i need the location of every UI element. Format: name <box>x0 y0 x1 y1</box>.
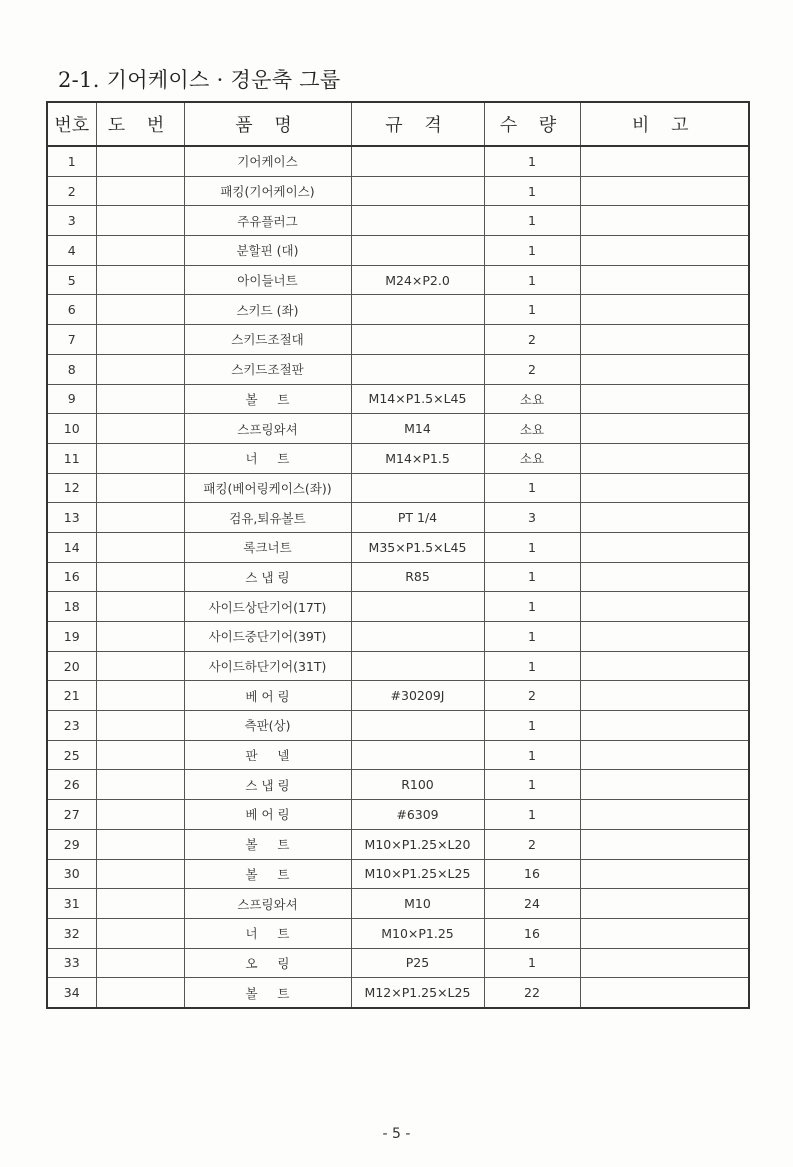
cell-part-name: 사이드상단기어(17T) <box>184 592 351 622</box>
cell-remarks <box>580 859 749 889</box>
cell-part-name: 주유플러그 <box>184 206 351 236</box>
table-row <box>47 770 749 800</box>
cell-spec: M12×P1.25×L25 <box>351 978 484 1008</box>
cell-qty: 1 <box>484 206 580 236</box>
cell-qty: 1 <box>484 295 580 325</box>
cell-no: 30 <box>47 859 96 889</box>
cell-qty: 22 <box>484 978 580 1008</box>
cell-spec: M35×P1.5×L45 <box>351 532 484 562</box>
table-row <box>47 651 749 681</box>
cell-no: 2 <box>47 176 96 206</box>
cell-spec <box>351 651 484 681</box>
cell-part-name: 스키드 (좌) <box>184 295 351 325</box>
table-row <box>47 384 749 414</box>
cell-part-name: 록크너트 <box>184 532 351 562</box>
cell-drawing-no <box>96 325 184 355</box>
cell-qty: 1 <box>484 770 580 800</box>
cell-no: 1 <box>47 146 96 176</box>
cell-part-name: 분할핀 (대) <box>184 236 351 266</box>
cell-part-name: 베 어 링 <box>184 681 351 711</box>
cell-part-name: 볼 트 <box>184 384 351 414</box>
cell-remarks <box>580 651 749 681</box>
cell-qty: 3 <box>484 503 580 533</box>
cell-qty: 1 <box>484 740 580 770</box>
table-row <box>47 354 749 384</box>
cell-remarks <box>580 711 749 741</box>
cell-remarks <box>580 503 749 533</box>
cell-remarks <box>580 829 749 859</box>
cell-no: 32 <box>47 918 96 948</box>
cell-qty: 2 <box>484 325 580 355</box>
cell-spec <box>351 592 484 622</box>
cell-drawing-no <box>96 146 184 176</box>
cell-remarks <box>580 918 749 948</box>
cell-part-name: 너 트 <box>184 918 351 948</box>
cell-drawing-no <box>96 384 184 414</box>
cell-no: 5 <box>47 265 96 295</box>
cell-spec <box>351 176 484 206</box>
cell-no: 18 <box>47 592 96 622</box>
cell-qty: 2 <box>484 354 580 384</box>
table-row <box>47 711 749 741</box>
cell-spec <box>351 354 484 384</box>
cell-spec: M10×P1.25×L25 <box>351 859 484 889</box>
table-row <box>47 622 749 652</box>
cell-drawing-no <box>96 889 184 919</box>
cell-drawing-no <box>96 918 184 948</box>
cell-remarks <box>580 146 749 176</box>
cell-qty: 1 <box>484 711 580 741</box>
cell-qty: 1 <box>484 473 580 503</box>
cell-spec <box>351 146 484 176</box>
cell-spec: M14×P1.5 <box>351 443 484 473</box>
cell-part-name: 베 어 링 <box>184 800 351 830</box>
cell-part-name: 스 냅 링 <box>184 770 351 800</box>
table-row <box>47 740 749 770</box>
cell-no: 11 <box>47 443 96 473</box>
table-row <box>47 443 749 473</box>
cell-no: 33 <box>47 948 96 978</box>
cell-remarks <box>580 562 749 592</box>
cell-drawing-no <box>96 681 184 711</box>
cell-spec: M24×P2.0 <box>351 265 484 295</box>
cell-drawing-no <box>96 265 184 295</box>
cell-spec: R85 <box>351 562 484 592</box>
cell-no: 7 <box>47 325 96 355</box>
section-title: 2-1. 기어케이스 · 경운축 그룹 <box>58 68 341 92</box>
cell-no: 3 <box>47 206 96 236</box>
cell-drawing-no <box>96 770 184 800</box>
cell-remarks <box>580 206 749 236</box>
cell-drawing-no <box>96 562 184 592</box>
cell-part-name: 패킹(기어케이스) <box>184 176 351 206</box>
cell-no: 29 <box>47 829 96 859</box>
table-row <box>47 532 749 562</box>
cell-remarks <box>580 770 749 800</box>
cell-spec <box>351 622 484 652</box>
table-row <box>47 592 749 622</box>
cell-spec: M10 <box>351 889 484 919</box>
cell-no: 27 <box>47 800 96 830</box>
cell-part-name: 기어케이스 <box>184 146 351 176</box>
cell-part-name: 사이드중단기어(39T) <box>184 622 351 652</box>
cell-part-name: 사이드하단기어(31T) <box>184 651 351 681</box>
table-row <box>47 414 749 444</box>
cell-spec: R100 <box>351 770 484 800</box>
header-no: 번호 <box>47 102 96 146</box>
cell-qty: 1 <box>484 800 580 830</box>
cell-remarks <box>580 740 749 770</box>
cell-part-name: 오 링 <box>184 948 351 978</box>
cell-remarks <box>580 265 749 295</box>
cell-drawing-no <box>96 503 184 533</box>
cell-drawing-no <box>96 206 184 236</box>
cell-no: 16 <box>47 562 96 592</box>
cell-drawing-no <box>96 236 184 266</box>
cell-spec <box>351 711 484 741</box>
cell-drawing-no <box>96 473 184 503</box>
cell-drawing-no <box>96 414 184 444</box>
cell-qty: 1 <box>484 651 580 681</box>
table-row <box>47 325 749 355</box>
table-row <box>47 295 749 325</box>
cell-spec <box>351 740 484 770</box>
cell-remarks <box>580 622 749 652</box>
cell-remarks <box>580 236 749 266</box>
cell-remarks <box>580 800 749 830</box>
cell-qty: 1 <box>484 592 580 622</box>
cell-spec <box>351 473 484 503</box>
cell-part-name: 스키드조절대 <box>184 325 351 355</box>
header-spec: 규 격 <box>351 102 484 146</box>
header-remarks: 비 고 <box>580 102 749 146</box>
header-qty: 수 량 <box>484 102 580 146</box>
cell-part-name: 스 냅 링 <box>184 562 351 592</box>
cell-qty: 1 <box>484 532 580 562</box>
cell-no: 31 <box>47 889 96 919</box>
cell-no: 6 <box>47 295 96 325</box>
cell-spec: PT 1/4 <box>351 503 484 533</box>
cell-part-name: 판 넬 <box>184 740 351 770</box>
cell-spec <box>351 236 484 266</box>
cell-no: 25 <box>47 740 96 770</box>
cell-spec: #30209J <box>351 681 484 711</box>
cell-no: 10 <box>47 414 96 444</box>
cell-drawing-no <box>96 711 184 741</box>
cell-no: 26 <box>47 770 96 800</box>
cell-drawing-no <box>96 295 184 325</box>
cell-qty: 16 <box>484 859 580 889</box>
cell-remarks <box>580 295 749 325</box>
cell-qty: 16 <box>484 918 580 948</box>
cell-part-name: 스프링와셔 <box>184 889 351 919</box>
cell-qty: 1 <box>484 236 580 266</box>
parts-table-body <box>47 146 749 1008</box>
cell-spec: #6309 <box>351 800 484 830</box>
cell-remarks <box>580 592 749 622</box>
page-number: - 5 - <box>382 1126 411 1142</box>
cell-spec <box>351 295 484 325</box>
cell-drawing-no <box>96 740 184 770</box>
cell-spec: M10×P1.25 <box>351 918 484 948</box>
cell-qty: 소요 <box>484 443 580 473</box>
cell-no: 23 <box>47 711 96 741</box>
cell-part-name: 검유,퇴유볼트 <box>184 503 351 533</box>
table-row <box>47 918 749 948</box>
cell-part-name: 측판(상) <box>184 711 351 741</box>
cell-remarks <box>580 978 749 1008</box>
parts-table <box>46 101 750 1009</box>
cell-no: 21 <box>47 681 96 711</box>
table-row <box>47 265 749 295</box>
cell-remarks <box>580 443 749 473</box>
cell-drawing-no <box>96 176 184 206</box>
header-drawing-no: 도 번 <box>96 102 184 146</box>
cell-drawing-no <box>96 651 184 681</box>
cell-no: 34 <box>47 978 96 1008</box>
cell-spec <box>351 325 484 355</box>
cell-part-name: 패킹(베어링케이스(좌)) <box>184 473 351 503</box>
cell-drawing-no <box>96 443 184 473</box>
table-row <box>47 681 749 711</box>
cell-part-name: 너 트 <box>184 443 351 473</box>
cell-remarks <box>580 948 749 978</box>
cell-remarks <box>580 325 749 355</box>
cell-part-name: 아이들너트 <box>184 265 351 295</box>
cell-qty: 24 <box>484 889 580 919</box>
table-row <box>47 948 749 978</box>
table-row <box>47 236 749 266</box>
cell-drawing-no <box>96 800 184 830</box>
cell-qty: 2 <box>484 681 580 711</box>
cell-remarks <box>580 681 749 711</box>
cell-part-name: 볼 트 <box>184 859 351 889</box>
cell-no: 13 <box>47 503 96 533</box>
cell-no: 9 <box>47 384 96 414</box>
cell-remarks <box>580 889 749 919</box>
cell-part-name: 스키드조절판 <box>184 354 351 384</box>
cell-qty: 2 <box>484 829 580 859</box>
cell-spec: M14×P1.5×L45 <box>351 384 484 414</box>
table-header-row <box>47 102 749 146</box>
table-row <box>47 800 749 830</box>
table-row <box>47 978 749 1008</box>
cell-drawing-no <box>96 859 184 889</box>
cell-qty: 1 <box>484 622 580 652</box>
cell-remarks <box>580 414 749 444</box>
cell-remarks <box>580 176 749 206</box>
cell-no: 19 <box>47 622 96 652</box>
cell-part-name: 볼 트 <box>184 978 351 1008</box>
table-row <box>47 176 749 206</box>
cell-part-name: 스프링와셔 <box>184 414 351 444</box>
cell-no: 20 <box>47 651 96 681</box>
table-row <box>47 146 749 176</box>
cell-no: 12 <box>47 473 96 503</box>
cell-remarks <box>580 473 749 503</box>
cell-spec: M10×P1.25×L20 <box>351 829 484 859</box>
cell-no: 4 <box>47 236 96 266</box>
cell-no: 8 <box>47 354 96 384</box>
cell-no: 14 <box>47 532 96 562</box>
cell-drawing-no <box>96 592 184 622</box>
cell-drawing-no <box>96 829 184 859</box>
cell-qty: 소요 <box>484 384 580 414</box>
cell-qty: 1 <box>484 562 580 592</box>
cell-qty: 1 <box>484 146 580 176</box>
cell-qty: 1 <box>484 265 580 295</box>
table-row <box>47 206 749 236</box>
table-row <box>47 829 749 859</box>
cell-spec: P25 <box>351 948 484 978</box>
table-row <box>47 503 749 533</box>
table-row <box>47 859 749 889</box>
cell-remarks <box>580 532 749 562</box>
table-row <box>47 889 749 919</box>
cell-qty: 1 <box>484 948 580 978</box>
cell-drawing-no <box>96 978 184 1008</box>
cell-drawing-no <box>96 622 184 652</box>
cell-qty: 1 <box>484 176 580 206</box>
cell-drawing-no <box>96 354 184 384</box>
cell-remarks <box>580 384 749 414</box>
cell-qty: 소요 <box>484 414 580 444</box>
cell-remarks <box>580 354 749 384</box>
table-row <box>47 473 749 503</box>
cell-drawing-no <box>96 532 184 562</box>
cell-part-name: 볼 트 <box>184 829 351 859</box>
cell-spec <box>351 206 484 236</box>
cell-drawing-no <box>96 948 184 978</box>
table-row <box>47 562 749 592</box>
cell-spec: M14 <box>351 414 484 444</box>
header-part-name: 품 명 <box>184 102 351 146</box>
